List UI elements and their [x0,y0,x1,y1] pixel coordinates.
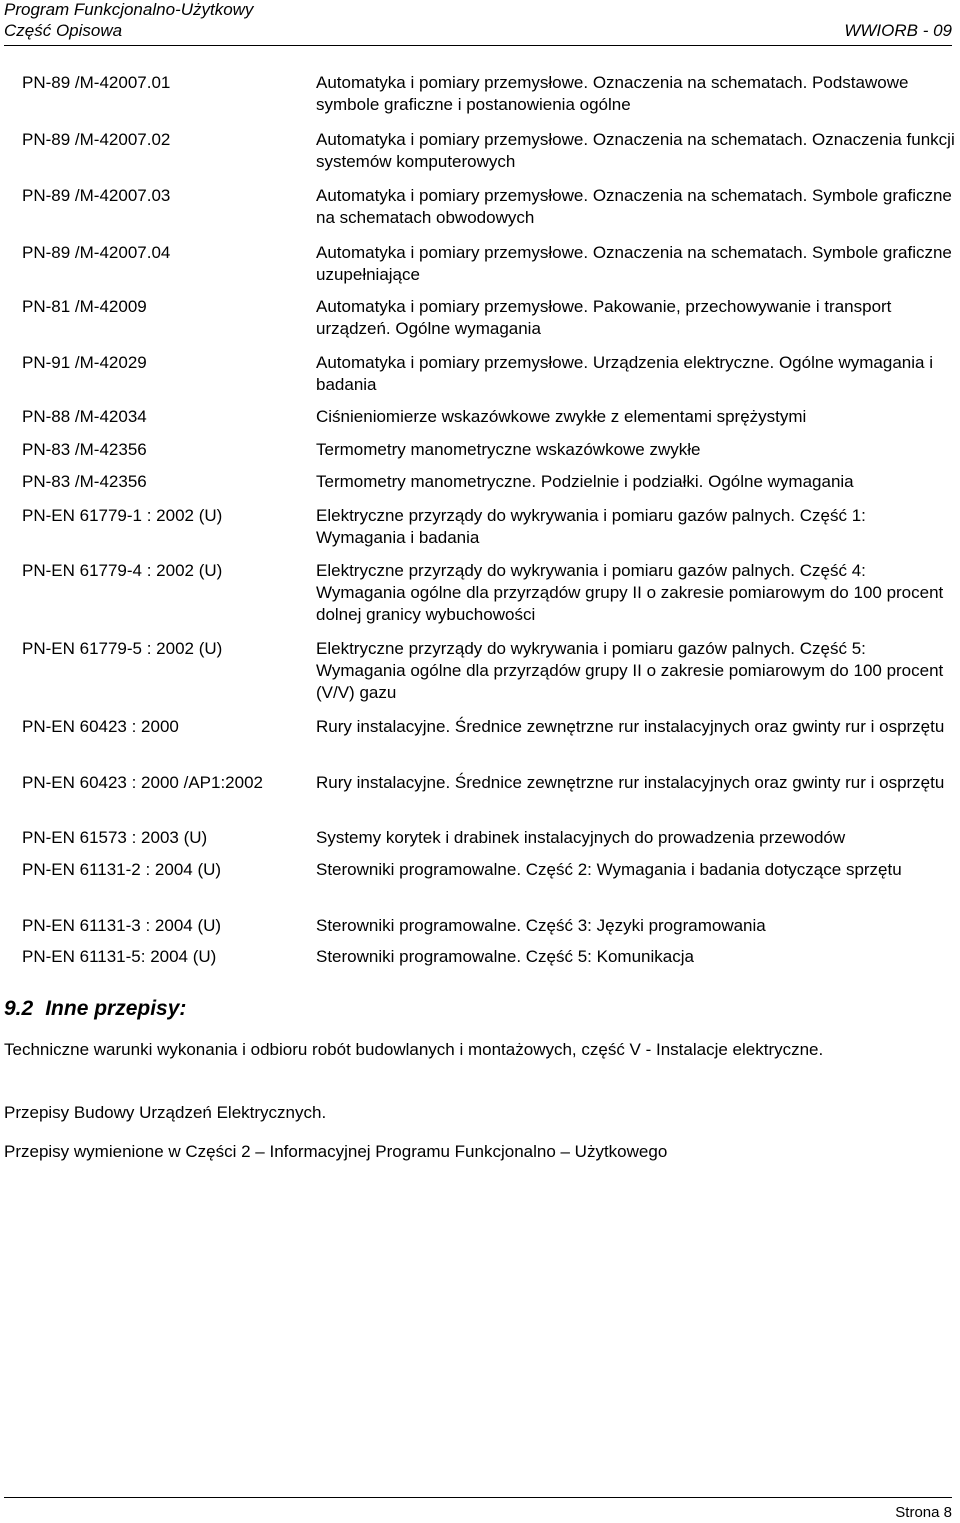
standard-description: Automatyka i pomiary przemysłowe. Pakowanie, przechowywanie i transport urządzeń. Ogólne wymagania [316,297,892,338]
page-header [4,0,952,46]
section-title: Inne przepisy: [45,997,187,1020]
paragraph: Przepisy Budowy Urządzeń Elektrycznych. [4,1103,327,1122]
paragraph: Przepisy wymienione w Części 2 – Informacyjnej Programu Funkcjonalno – Użytkowego [4,1142,668,1161]
standard-code: PN-89 /M-42007.02 [22,130,171,149]
standard-code: PN-91 /M-42029 [22,353,147,372]
standard-description: Rury instalacyjne. Średnice zewnętrzne rur instalacyjnych oraz gwinty rur i osprzętu [316,717,945,736]
standard-description: Sterowniki programowalne. Część 3: Języki programowania [316,916,766,935]
standard-code: PN-EN 61779-4 : 2002 (U) [22,561,223,580]
document-code: WWIORB - 09 [844,21,952,40]
standard-description: Elektryczne przyrządy do wykrywania i pomiaru gazów palnych. Część 1: Wymagania i badania [316,506,866,547]
standard-code: PN-EN 60423 : 2000 /AP1:2002 [22,773,263,792]
section-heading [4,997,186,1021]
standard-description: Automatyka i pomiary przemysłowe. Oznaczenia na schematach. Oznaczenia funkcji systemów komputerowych [316,130,955,171]
standard-description: Automatyka i pomiary przemysłowe. Oznaczenia na schematach. Symbole graficzne na schematach obwodowych [316,186,952,227]
standard-description: Sterowniki programowalne. Część 2: Wymagania i badania dotyczące sprzętu [316,860,902,879]
standard-code: PN-EN 60423 : 2000 [22,717,179,736]
standard-code: PN-EN 61131-2 : 2004 (U) [22,860,222,879]
standard-code: PN-89 /M-42007.03 [22,186,171,205]
standard-code: PN-83 /M-42356 [22,472,147,491]
standard-description: Automatyka i pomiary przemysłowe. Urządzenia elektryczne. Ogólne wymagania i badania [316,353,933,394]
standard-code: PN-83 /M-42356 [22,440,147,459]
program-title: Program Funkcjonalno-Użytkowy [4,0,254,19]
standard-description: Sterowniki programowalne. Część 5: Komunikacja [316,947,694,966]
document-part: Część Opisowa [4,21,123,40]
standard-code: PN-89 /M-42007.01 [22,73,171,92]
standard-description: Ciśnieniomierze wskazówkowe zwykłe z elementami sprężystymi [316,407,807,426]
standard-description: Automatyka i pomiary przemysłowe. Oznaczenia na schematach. Symbole graficzne uzupełniające [316,243,952,284]
standard-description: Elektryczne przyrządy do wykrywania i pomiaru gazów palnych. Część 5: Wymagania ogólne dla przyrządów grupy II o zakresie pomiarowym do 100 procent (V/V) gazu [316,639,944,702]
standard-description: Automatyka i pomiary przemysłowe. Oznaczenia na schematach. Podstawowe symbole graficzne i postanowienia ogólne [316,73,909,114]
standard-code: PN-EN 61779-5 : 2002 (U) [22,639,223,658]
standard-code: PN-88 /M-42034 [22,407,147,426]
standard-code: PN-81 /M-42009 [22,297,147,316]
page-footer [4,1497,952,1523]
section-number: 9.2 [4,997,34,1020]
standard-code: PN-EN 61131-5: 2004 (U) [22,947,217,966]
standard-description: Elektryczne przyrządy do wykrywania i pomiaru gazów palnych. Część 4: Wymagania ogólne dla przyrządów grupy II o zakresie pomiarowym do 100 procent dolnej granicy wybuchowości [316,561,944,624]
paragraph: Techniczne warunki wykonania i odbioru robót budowlanych i montażowych, część V - Instalacje elektryczne. [4,1040,824,1059]
page-number: Strona 8 [895,1504,952,1521]
standard-description: Rury instalacyjne. Średnice zewnętrzne rur instalacyjnych oraz gwinty rur i osprzętu [316,773,945,792]
standard-description: Systemy korytek i drabinek instalacyjnych do prowadzenia przewodów [316,828,846,847]
standard-code: PN-89 /M-42007.04 [22,243,171,262]
standard-description: Termometry manometryczne wskazówkowe zwykłe [316,440,701,459]
standard-code: PN-EN 61779-1 : 2002 (U) [22,506,223,525]
standard-description: Termometry manometryczne. Podzielnie i podziałki. Ogólne wymagania [316,472,854,491]
standard-code: PN-EN 61573 : 2003 (U) [22,828,208,847]
standard-code: PN-EN 61131-3 : 2004 (U) [22,916,222,935]
